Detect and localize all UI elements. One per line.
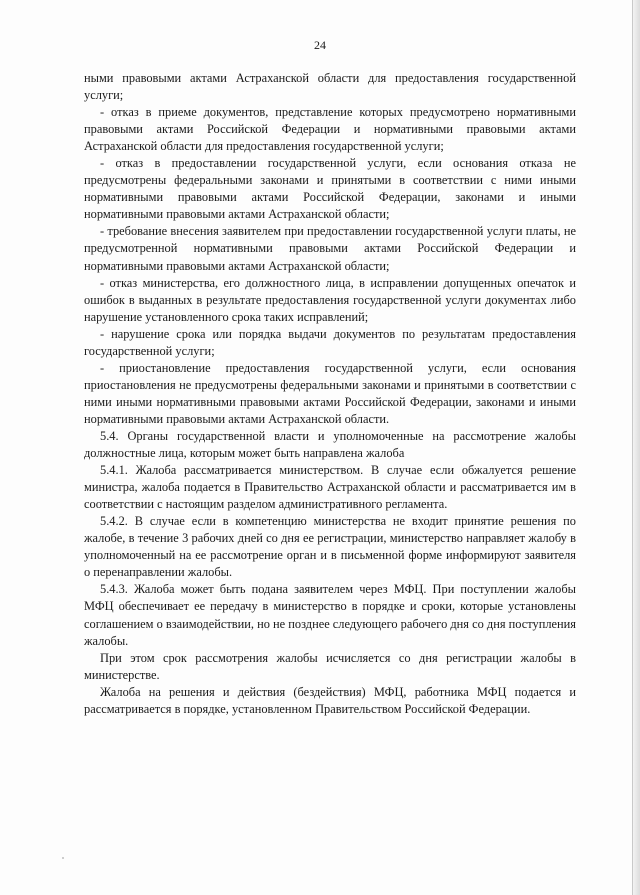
paragraph: 5.4.1. Жалоба рассматривается министерством. В случае если обжалуется решение министра, жалоба подается в Правительство Астраханской области и рассматривается им в соответствии с настоящим разделом административного регламента.: [84, 463, 576, 512]
paragraph: - отказ в предоставлении государственной услуги, если основания отказа не предусмотрены федеральными законами и принятыми в соответствии с ними иными нормативными правовыми актами Российской Федерации, законами и иными нормативными правовыми актами Астраханской области;: [84, 156, 576, 222]
paragraph: При этом срок рассмотрения жалобы исчисляется со дня регистрации жалобы в министерстве.: [84, 650, 576, 682]
document-body: [84, 70, 576, 718]
paragraph: - отказ в приеме документов, представление которых предусмотрено нормативными правовыми актами Российской Федерации и нормативными правовыми актами Астраханской области для предоставления государственной услуги;: [84, 105, 576, 154]
paragraph: 5.4.2. В случае если в компетенцию министерства не входит принятие решения по жалобе, в течение 3 рабочих дней со дня ее регистрации, министерство направляет жалобу в уполномоченный на ее рассмотрение орган и в письменной форме информируют заявителя о перенаправлении жалобы.: [84, 514, 576, 580]
page-edge-shadow: [632, 0, 640, 895]
paragraph: - требование внесения заявителем при предоставлении государственной услуги платы, не предусмотренной нормативными правовыми актами Российской Федерации и нормативными правовыми актами Астраханской области;: [84, 224, 576, 273]
paragraph: - отказ министерства, его должностного лица, в исправлении допущенных опечаток и ошибок в выданных в результате предоставления государственной услуги документах либо нарушение установленного срока таких исправлений;: [84, 275, 576, 324]
page-number: 24: [314, 38, 326, 52]
scan-speck: [62, 857, 64, 859]
paragraph: 5.4. Органы государственной власти и уполномоченные на рассмотрение жалобы должностные лица, которым может быть направлена жалоба: [84, 428, 576, 461]
paragraph: Жалоба на решения и действия (бездействия) МФЦ, работника МФЦ подается и рассматривается в порядке, установленном Правительством Российской Федерации.: [84, 684, 576, 716]
paragraph: - нарушение срока или порядка выдачи документов по результатам предоставления государственной услуги;: [84, 326, 576, 358]
paragraph: 5.4.3. Жалоба может быть подана заявителем через МФЦ. При поступлении жалобы МФЦ обеспечивает ее передачу в министерство в порядке и сроки, которые установлены соглашением о взаимодействии, но не позднее следующего рабочего дня со дня поступления жалобы.: [84, 582, 576, 648]
paragraph: - приостановление предоставления государственной услуги, если основания приостановления не предусмотрены федеральными законами и принятыми в соответствии с ними иными нормативными правовыми актами Российской Федерации, законами и иными нормативными правовыми актами Астраханской области.: [84, 360, 576, 426]
paragraph: ными правовыми актами Астраханской области для предоставления государственной услуги;: [84, 71, 576, 103]
